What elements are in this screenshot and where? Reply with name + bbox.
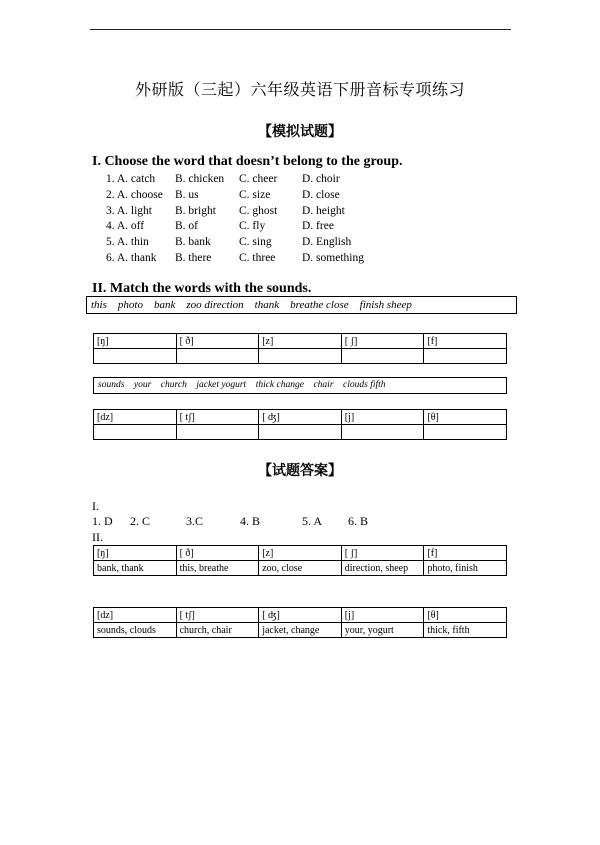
question-option-d: D. close: [302, 189, 340, 201]
question-option-a: 6. A. thank: [106, 252, 157, 264]
question-option-b: B. bank: [175, 236, 211, 248]
question-option-d: D. choir: [302, 173, 340, 185]
page-title: 外研版（三起）六年级英语下册音标专项练习: [134, 82, 465, 99]
answer-cell: bank, thank: [94, 561, 177, 576]
phonetic-cell: [z]: [259, 546, 342, 561]
table-header-row: [94, 546, 507, 561]
phonetic-cell: [ ð]: [176, 334, 259, 349]
answer-cell: church, chair: [176, 623, 259, 638]
phonetic-cell: [z]: [259, 334, 342, 349]
answer-cell: this, breathe: [176, 561, 259, 576]
answers-part2-label: II.: [92, 530, 103, 544]
phonetic-cell: [ ʃ]: [341, 334, 424, 349]
answer-blank-row: [94, 349, 507, 364]
question-option-a: 5. A. thin: [106, 236, 149, 248]
answer-cell: thick, fifth: [424, 623, 507, 638]
word-bank-1: this photo bank zoo direction thank breathe close finish sheep: [86, 296, 517, 314]
table-row: [94, 623, 507, 638]
question-option-a: 2. A. choose: [106, 189, 163, 201]
phonetic-cell: [ tʃ]: [176, 410, 259, 425]
answer-blank-row: [94, 425, 507, 440]
question-option-c: C. fly: [239, 220, 266, 232]
question-option-c: C. cheer: [239, 173, 278, 185]
sound-table-2: [93, 409, 507, 440]
phonetic-cell: [f]: [424, 546, 507, 561]
answer-item: 5. A: [302, 514, 323, 528]
blank-cell[interactable]: [424, 425, 507, 440]
answer-item: 2. C: [130, 514, 151, 528]
table-row: [94, 561, 507, 576]
phonetic-cell: [ ʃ]: [341, 546, 424, 561]
phonetic-cell: [ŋ]: [94, 546, 177, 561]
answer-cell: sounds, clouds: [94, 623, 177, 638]
question-option-b: B. bright: [175, 205, 216, 217]
answer-item: 3.C: [186, 514, 204, 528]
answer-cell: jacket, change: [259, 623, 342, 638]
question-option-c: C. three: [239, 252, 276, 264]
blank-cell[interactable]: [176, 425, 259, 440]
table-header-row: [94, 334, 507, 349]
answer-cell: photo, finish: [424, 561, 507, 576]
phonetic-cell: [θ]: [424, 608, 507, 623]
question-option-d: D. English: [302, 236, 352, 248]
question-option-c: C. size: [239, 189, 271, 201]
part2-heading: II. Match the words with the sounds.: [92, 281, 312, 296]
phonetic-cell: [ ʤ]: [259, 608, 342, 623]
question-option-d: D. free: [302, 220, 334, 232]
blank-cell[interactable]: [424, 349, 507, 364]
question-option-d: D. something: [302, 252, 364, 264]
blank-cell[interactable]: [259, 425, 342, 440]
phonetic-cell: [ ʤ]: [259, 410, 342, 425]
header-rule: [90, 29, 511, 30]
section-exercise-heading: 【模拟试题】: [258, 125, 342, 140]
answer-item: 4. B: [240, 514, 261, 528]
answer-item: 6. B: [348, 514, 369, 528]
question-option-c: C. sing: [239, 236, 272, 248]
answer-table-2: [93, 607, 507, 638]
word-bank-2: sounds your church jacket yogurt thick change chair clouds fifth: [93, 377, 507, 394]
blank-cell[interactable]: [94, 349, 177, 364]
phonetic-cell: [f]: [424, 334, 507, 349]
question-option-a: 3. A. light: [106, 205, 153, 217]
question-option-b: B. us: [175, 189, 199, 201]
phonetic-cell: [ tʃ]: [176, 608, 259, 623]
answer-cell: direction, sheep: [341, 561, 424, 576]
phonetic-cell: [θ]: [424, 410, 507, 425]
blank-cell[interactable]: [341, 425, 424, 440]
answer-item: 1. D: [92, 514, 113, 528]
blank-cell[interactable]: [94, 425, 177, 440]
question-option-b: B. there: [175, 252, 212, 264]
blank-cell[interactable]: [176, 349, 259, 364]
answers-part1-label: I.: [92, 499, 99, 513]
answer-cell: your, yogurt: [341, 623, 424, 638]
sound-table-1: [93, 333, 507, 364]
phonetic-cell: [ŋ]: [94, 334, 177, 349]
question-option-d: D. height: [302, 205, 345, 217]
question-option-a: 1. A. catch: [106, 173, 156, 185]
section-answers-heading: 【试题答案】: [258, 464, 342, 479]
question-option-c: C. ghost: [239, 205, 278, 217]
answer-cell: zoo, close: [259, 561, 342, 576]
phonetic-cell: [dz]: [94, 608, 177, 623]
phonetic-cell: [j]: [341, 608, 424, 623]
blank-cell[interactable]: [341, 349, 424, 364]
table-header-row: [94, 410, 507, 425]
table-header-row: [94, 608, 507, 623]
answers-part1-row: [92, 514, 392, 528]
question-option-b: B. of: [175, 220, 198, 232]
phonetic-cell: [ ð]: [176, 546, 259, 561]
question-option-a: 4. A. off: [106, 220, 145, 232]
phonetic-cell: [j]: [341, 410, 424, 425]
blank-cell[interactable]: [259, 349, 342, 364]
question-option-b: B. chicken: [175, 173, 225, 185]
phonetic-cell: [dz]: [94, 410, 177, 425]
part1-heading: I. Choose the word that doesn’t belong to the group.: [92, 154, 403, 169]
answer-table-1: [93, 545, 507, 576]
